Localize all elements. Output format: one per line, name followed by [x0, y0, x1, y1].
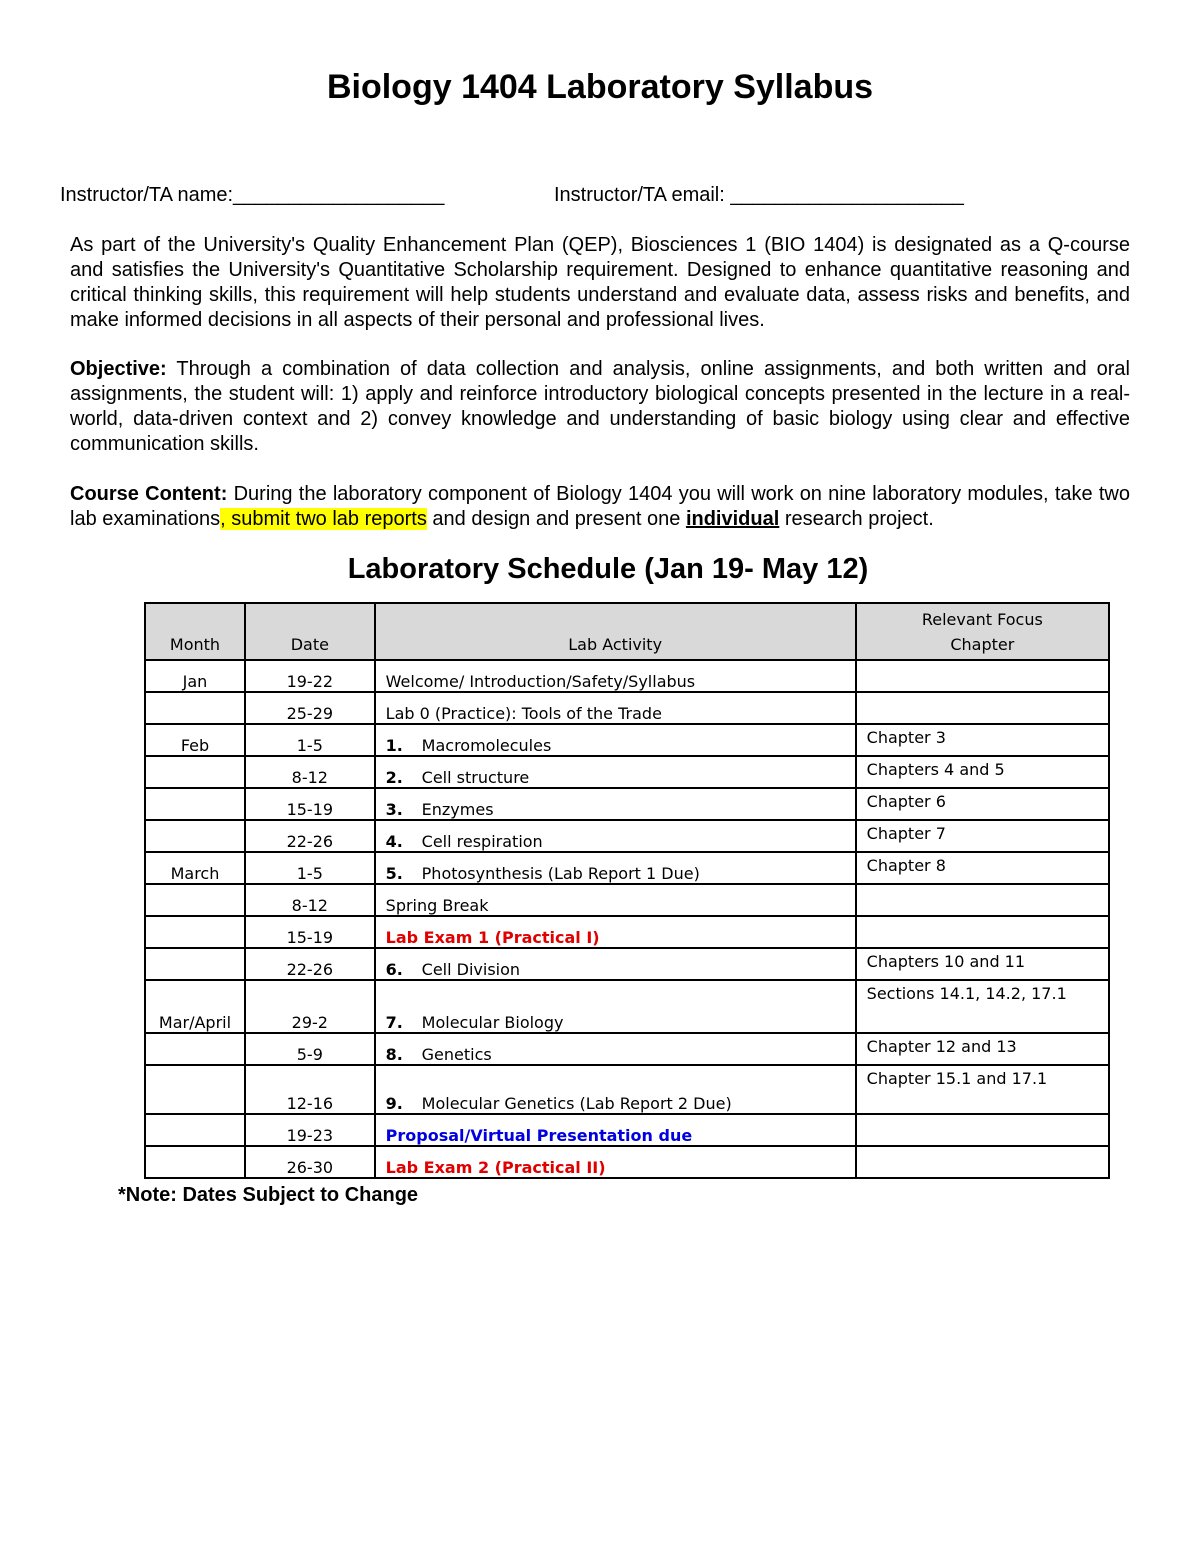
activity-cell [375, 1065, 856, 1114]
header-focus-line-1: Relevant Focus [921, 610, 1043, 629]
header-activity: Lab Activity [375, 603, 856, 660]
underlined-text: individual [685, 508, 780, 530]
date-cell: 15-19 [245, 916, 375, 948]
activity-label: Molecular Biology [421, 1013, 564, 1032]
header-date: Date [245, 603, 375, 660]
month-cell [145, 916, 245, 948]
month-cell: Feb [145, 724, 245, 756]
instructor-name-field: Instructor/TA name:___________________ [60, 184, 445, 206]
course-content-text-3: research project. [779, 508, 934, 530]
objective-label: Objective: [70, 358, 167, 380]
objective-paragraph [70, 357, 1130, 457]
activity-label: Genetics [421, 1045, 492, 1064]
month-cell [145, 1033, 245, 1065]
module-number: 2. [385, 768, 403, 787]
activity-label: Spring Break [385, 896, 489, 915]
focus-cell [856, 692, 1109, 724]
table-row [145, 1033, 1109, 1065]
activity-cell [375, 820, 856, 852]
date-cell: 29-2 [245, 980, 375, 1033]
dates-note: *Note: Dates Subject to Change [118, 1184, 419, 1206]
date-cell: 19-22 [245, 660, 375, 692]
date-cell: 25-29 [245, 692, 375, 724]
table-row [145, 980, 1109, 1033]
module-number: 9. [385, 1094, 403, 1113]
page-title: Biology 1404 Laboratory Syllabus [326, 68, 874, 106]
focus-cell [856, 884, 1109, 916]
month-cell [145, 948, 245, 980]
module-number: 3. [385, 800, 403, 819]
activity-cell [375, 852, 856, 884]
module-number: 7. [385, 1013, 403, 1032]
focus-cell [856, 1146, 1109, 1178]
schedule-title: Laboratory Schedule (Jan 19- May 12) [347, 553, 869, 585]
month-cell: Jan [145, 660, 245, 692]
focus-cell: Chapters 10 and 11 [856, 948, 1109, 980]
table-row [145, 884, 1109, 916]
table-row [145, 820, 1109, 852]
module-number: 8. [385, 1045, 403, 1064]
activity-label: Molecular Genetics (Lab Report 2 Due) [421, 1094, 732, 1113]
highlighted-text: , submit two lab reports [220, 508, 427, 530]
activity-cell [375, 884, 856, 916]
objective-text: Through a combination of data collection and analysis, online assignments, and both written and oral assignments, the student will: 1) apply and reinforce introductory biological concepts presented in the lecture in a real-world, data-driven context and 2) convey knowledge and understanding of basic biology using clear and effective communication skills. [70, 358, 1130, 455]
date-cell: 8-12 [245, 756, 375, 788]
course-content-text-1: During the laboratory component of Biology 1404 you will work on nine laboratory modules, take two lab examinations [70, 483, 1130, 530]
month-cell [145, 692, 245, 724]
activity-label: Macromolecules [421, 736, 552, 755]
date-cell: 1-5 [245, 852, 375, 884]
course-content-label: Course Content: [70, 483, 228, 505]
date-cell: 12-16 [245, 1065, 375, 1114]
table-row [145, 1114, 1109, 1146]
module-number: 6. [385, 960, 403, 979]
table-row [145, 660, 1109, 692]
activity-label: Lab Exam 1 (Practical I) [385, 928, 600, 947]
date-cell: 22-26 [245, 820, 375, 852]
activity-cell [375, 980, 856, 1033]
month-cell [145, 884, 245, 916]
activity-label: Photosynthesis (Lab Report 1 Due) [421, 864, 700, 883]
date-cell: 15-19 [245, 788, 375, 820]
table-row [145, 724, 1109, 756]
activity-cell [375, 660, 856, 692]
month-cell [145, 756, 245, 788]
table-row [145, 1065, 1109, 1114]
date-cell: 5-9 [245, 1033, 375, 1065]
table-header-row [145, 603, 1109, 660]
activity-label: Cell structure [421, 768, 530, 787]
activity-cell [375, 948, 856, 980]
focus-cell: Chapters 4 and 5 [856, 756, 1109, 788]
activity-label: Cell Division [421, 960, 521, 979]
table-row [145, 788, 1109, 820]
date-cell: 8-12 [245, 884, 375, 916]
date-cell: 19-23 [245, 1114, 375, 1146]
focus-cell: Chapter 15.1 and 17.1 [856, 1065, 1109, 1114]
focus-cell: Chapter 12 and 13 [856, 1033, 1109, 1065]
activity-label: Welcome/ Introduction/Safety/Syllabus [385, 672, 696, 691]
activity-label: Lab 0 (Practice): Tools of the Trade [385, 704, 662, 723]
activity-label: Lab Exam 2 (Practical II) [385, 1158, 606, 1177]
activity-label: Cell respiration [421, 832, 543, 851]
activity-cell [375, 724, 856, 756]
table-row [145, 1146, 1109, 1178]
month-cell [145, 820, 245, 852]
header-focus [856, 603, 1109, 660]
course-content-paragraph [70, 482, 1130, 532]
table-row [145, 916, 1109, 948]
table-row [145, 852, 1109, 884]
module-number: 1. [385, 736, 403, 755]
activity-cell [375, 916, 856, 948]
activity-cell [375, 1033, 856, 1065]
activity-cell [375, 1114, 856, 1146]
focus-cell: Sections 14.1, 14.2, 17.1 [856, 980, 1109, 1033]
date-cell: 26-30 [245, 1146, 375, 1178]
date-cell: 1-5 [245, 724, 375, 756]
module-number: 4. [385, 832, 403, 851]
month-cell [145, 1065, 245, 1114]
schedule-table [144, 602, 1110, 1179]
activity-cell [375, 1146, 856, 1178]
table-row [145, 692, 1109, 724]
date-cell: 22-26 [245, 948, 375, 980]
instructor-email-field: Instructor/TA email: _____________________ [554, 184, 964, 206]
intro-paragraph: As part of the University's Quality Enhancement Plan (QEP), Biosciences 1 (BIO 1404) is designated as a Q-course and satisfies the University's Quantitative Scholarship requirement. Designed to enhance quantitative reasoning and critical thinking skills, this requirement will help students understand and evaluate data, assess risks and benefits, and make informed decisions in all aspects of their personal and professional lives. [70, 234, 1130, 331]
activity-cell [375, 756, 856, 788]
month-cell: March [145, 852, 245, 884]
header-month: Month [145, 603, 245, 660]
activity-label: Proposal/Virtual Presentation due [385, 1126, 693, 1145]
focus-cell: Chapter 7 [856, 820, 1109, 852]
focus-cell: Chapter 8 [856, 852, 1109, 884]
module-number: 5. [385, 864, 403, 883]
month-cell [145, 788, 245, 820]
header-focus-line-2: Chapter [950, 635, 1015, 654]
course-content-text-2: and design and present one [426, 508, 686, 530]
month-cell: Mar/April [145, 980, 245, 1033]
focus-cell [856, 660, 1109, 692]
table-row [145, 948, 1109, 980]
month-cell [145, 1114, 245, 1146]
focus-cell [856, 1114, 1109, 1146]
focus-cell [856, 916, 1109, 948]
focus-cell: Chapter 6 [856, 788, 1109, 820]
month-cell [145, 1146, 245, 1178]
activity-label: Enzymes [421, 800, 494, 819]
focus-cell: Chapter 3 [856, 724, 1109, 756]
activity-cell [375, 692, 856, 724]
table-row [145, 756, 1109, 788]
activity-cell [375, 788, 856, 820]
